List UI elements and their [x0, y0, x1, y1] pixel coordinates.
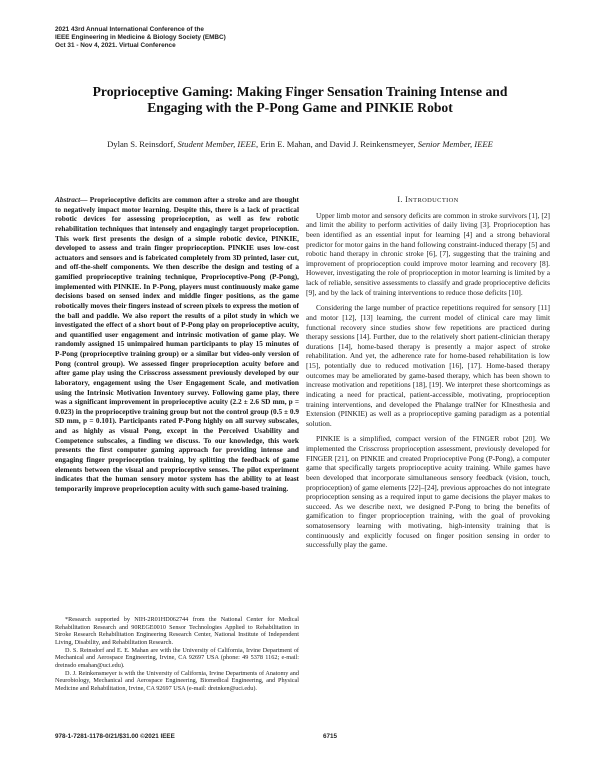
right-column	[306, 195, 550, 556]
title-line-1: Proprioceptive Gaming: Making Finger Sensation Training Intense and	[92, 84, 508, 99]
conference-line-2: IEEE Engineering in Medicine & Biology Society (EMBC)	[55, 34, 226, 42]
section-numeral: I.	[397, 195, 406, 204]
footnote-funding: *Research supported by NIH-2R01HD062744 from the National Center for Medical Rehabilitation Research and 90REGE0010 Sensor Technologies Applied to Rehabilitation in Stroke Research Rehabilitation Engineering Research Center, National Institute of Independent Living, Disability, and Rehabilitation Research.	[55, 616, 299, 646]
author-1-role: Student Member, IEEE	[177, 139, 257, 149]
conference-line-3: Oct 31 - Nov 4, 2021. Virtual Conference	[55, 42, 176, 50]
abstract	[55, 195, 299, 493]
left-column	[55, 195, 299, 493]
author-3-role: Senior Member, IEEE	[417, 139, 493, 149]
section-title-cap: I	[405, 195, 409, 204]
abstract-text: — Proprioceptive deficits are common after a stroke and are thought to negatively impact motor learning. Despite this, there is a lack of practical robotic devices for assessing proprioception, as well as few robotic rehabilitation techniques that intensely and engagingly target proprioception. This work first presents the design of a simple robotic device, PINKIE, developed to assess and train finger proprioception. PINKIE uses low-cost actuators and sensors and is fabricated completely from 3D printed, laser cut, and off-the-shelf components. We then describe the design and testing of a gamified proprioceptive training technique, Proprioceptive-Pong (P-Pong), implemented with PINKIE. In P-Pong, players must continuously make game decisions based on sensed index and middle finger positions, as the game robotically moves their fingers instead of screen pixels to express the motion of the ball and paddle. We also report the results of a pilot study in which we investigated the effect of a short bout of P-Pong play on proprioceptive acuity, and quantified user engagement and intrinsic motivation of game play. We randomly assigned 15 unimpaired human participants to play 15 minutes of P-Pong (proprioceptive training group) or a similar but video-only version of Pong (control group). We assessed finger proprioception acuity before and after game play using the Crisscross assessment previously developed by our laboratory, engagement using the User Engagement Scale, and motivation using the Intrinsic Motivation Inventory survey. Following game play, there was a significant improvement in proprioceptive acuity (2.2 ± 2.6 SD mm, p = 0.023) in the proprioceptive training group but not the control group (0.5 ± 0.9 SD mm, p = 0.101). Participants rated P-Pong highly on all survey subscales, and as highly as visual Pong, except in the Perceived Usability and Competence subscales, a finding we discuss. To our knowledge, this work presents the first computer gaming approach for providing intense and engaging finger proprioception training, by splitting the feedback of game elements between the visual and proprioceptive senses. The pilot experiment indicates that the human sensory motor system has the ability to at least temporarily improve proprioception acuity with such game-based training.	[55, 195, 299, 493]
footnote-affiliation-2: D. J. Reinkensmeyer is with the University of California, Irvine Departments of Anatomy and Neurobiology, Mechanical and Aerospace Engineering, Biomedical Engineering, and Physical Medicine and Rehabilitation, Irvine, CA 92697 USA (e-mail: dreinken@uci.edu).	[55, 669, 299, 692]
conference-line-1: 2021 43rd Annual International Conference of the	[55, 26, 204, 33]
author-list	[80, 139, 520, 151]
title-line-2: Engaging with the P-Pong Game and PINKIE Robot	[147, 100, 453, 115]
section-title-rest: NTRODUCTION	[408, 197, 459, 204]
author-1: Dylan S. Reinsdorf,	[107, 139, 178, 149]
footnote-affiliation-1: D. S. Reinsdorf and E. E. Mahan are with the University of California, Irvine Department of Mechanical and Aerospace Engineering, Irvine, CA 92697 USA (phone: 49 5378 1162; e-mail: dreinsdo emahan@uci.edu).	[55, 646, 299, 669]
other-authors: , Erin E. Mahan, and David J. Reinkensmeyer,	[256, 139, 418, 149]
isbn-copyright: 978-1-7281-1178-0/21/$31.00 ©2021 IEEE	[55, 733, 175, 740]
abstract-label: Abstract	[55, 195, 81, 204]
intro-paragraph-3: PINKIE is a simplified, compact version of the FINGER robot [20]. We implemented the Crisscross proprioception assessment, previously developed for FINGER [21], on PINKIE and created Proprioceptive Pong (P-Pong), a computer game that specifically targets proprioceptive acuity training. While games have been developed that incorporate simultaneous sensory feedback (vision, touch, proprioception) of game elements [22]–[24], previous approaches do not integrate proprioception sensing as a required input to game decisions the player makes to succeed. As we describe next, we designed P-Pong to bring the benefits of gamification to finger proprioception training, with the goal of provoking somatosensory learning with motivating, high-intensity training that is continuously and explicitly focused on finger position sensing in order to successfully play the game.	[306, 434, 550, 550]
conference-header	[55, 26, 355, 51]
intro-paragraph-1: Upper limb motor and sensory deficits are common in stroke survivors [1], [2] and limit the ability to perform activities of daily living [3]. Proprioception has been identified as an essential input for learning [4] and a strong behavioral predictor for motor gains in the hand following constraint-induced therapy [5] and robotic hand therapy in chronic stroke [6], [7], suggesting that the training and improvement of proprioception could improve motor learning and recovery [8]. However, investigating the role of proprioception in motor learning is limited by a lack of reliable, sensitive assessments to classify and grade proprioceptive deficits [9], and by the lack of training interventions to reduce those deficits [10].	[306, 210, 550, 297]
section-heading	[306, 195, 550, 206]
footnotes	[55, 616, 299, 693]
intro-paragraph-2: Considering the large number of practice repetitions required for sensory [11] and motor [12], [13] learning, the current model of clinical care may limit functional recovery since studies show few repetitions are practiced during therapy sessions [14]. Further, due to the relatively short patient-clinician therapy durations [14], home-based therapy is presently a major aspect of stroke rehabilitation. And yet, the adherence rate for home-based rehabilitation is low [15], potentially due to reduced motivation [16], [17]. Home-based therapy outcomes may be ameliorated by game-based therapy, which has been shown to increase motivation and repetitions [18], [19]. We interpret these shortcomings as indicating a need for practical, patient-accessible, motivating, proprioception training interventions, and developed the Phalange traINer for KInesthesia and Extension (PINKIE) as well as a proprioceptive gaming paradigm as a potential solution.	[306, 303, 550, 428]
page-number: 6715	[323, 733, 338, 740]
paper-title	[40, 84, 560, 116]
